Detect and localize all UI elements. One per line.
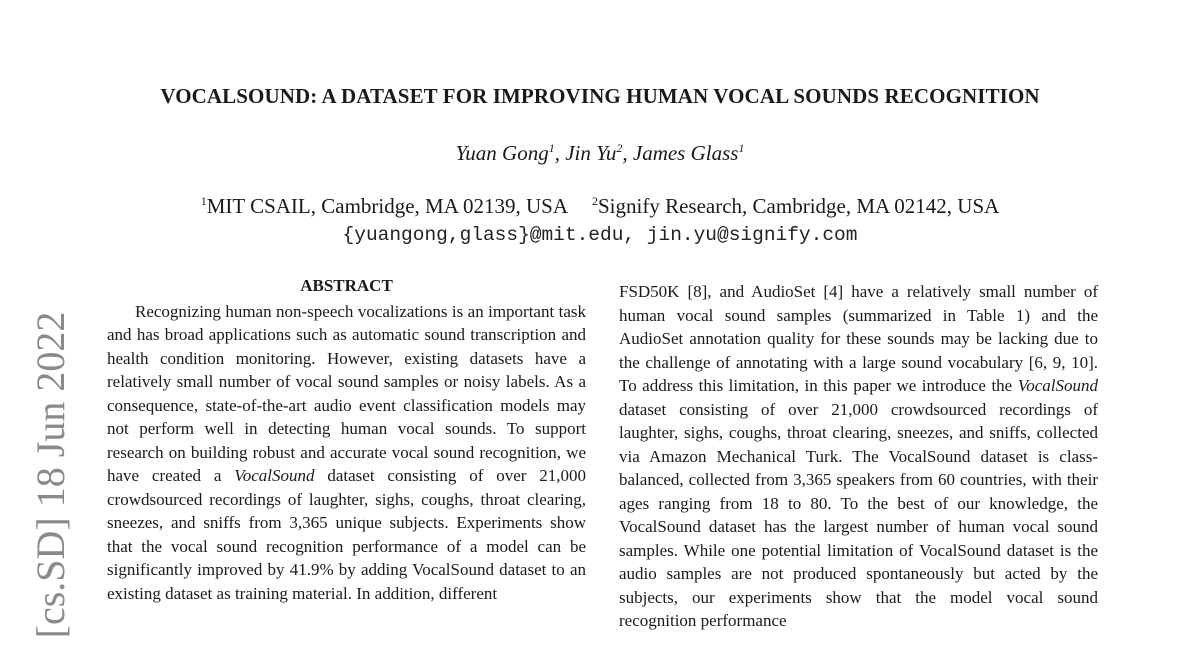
author-name: Yuan Gong — [455, 141, 549, 165]
abstract-text-part: dataset consisting of over 21,000 crowdsourced recordings of laughter, sighs, coughs, throat clearing, sneezes, and sniffs from 3,365 unique subjects. Experiments show that the vocal sound recognition performance of a model can be significantly improved by 41.9% by adding VocalSound dataset to an existing dataset as training material. In addition, different — [107, 466, 586, 603]
intro-text-part: dataset consisting of over 21,000 crowdsourced recordings of laughter, sighs, coughs, throat clearing, sneezes, and sniffs, collected via Amazon Mechanical Turk. The VocalSound dataset is class-balanced, collected from 3,365 speakers from 60 countries, with their ages ranging from 18 to 80. To the best of our knowledge, the VocalSound dataset has the largest number of human vocal sound samples. While one potential limitation of VocalSound dataset is the audio samples are not produced spontaneously but acted by the subjects, our experiments show that the model vocal sound recognition performance — [619, 399, 1098, 630]
author-name: Jin Yu — [565, 141, 617, 165]
abstract-dataset-name: VocalSound — [234, 466, 315, 485]
author-name: James Glass — [632, 141, 739, 165]
abstract-paragraph — [107, 300, 586, 606]
abstract-text-part: Recognizing human non-speech vocalizations is an important task and has broad applications such as automatic sound transcription and health condition monitoring. However, existing datasets have a relatively small number of vocal sound samples or noisy labels. As a consequence, state-of-the-art audio event classification models may not perform well in detecting human vocal sounds. To support research on building robust and accurate vocal sound recognition, we have created a — [107, 301, 586, 485]
intro-paragraph — [619, 280, 1098, 633]
affiliation-number: 1 — [200, 194, 207, 208]
author-emails: {yuangong,glass}@mit.edu, jin.yu@signify.com — [342, 224, 858, 246]
intro-text-part: FSD50K [8], and AudioSet [4] have a relatively small number of human vocal sound samples (summarized in Table 1) and the AudioSet annotation quality for these sounds may be lacking due to the challenge of annotating with a large sound vocabulary [6, 9, 10]. To address this limitation, in this paper we introduce the — [619, 282, 1098, 395]
author-affiliation-mark: 2 — [616, 141, 623, 155]
affiliation-text: Signify Research, Cambridge, MA 02142, USA — [598, 194, 1000, 218]
author-separator: , — [622, 141, 633, 165]
affiliation-line — [0, 194, 1200, 219]
affiliation-text: MIT CSAIL, Cambridge, MA 02139, USA — [206, 194, 568, 218]
intro-dataset-name: VocalSound — [1017, 376, 1098, 395]
author-affiliation-mark: 1 — [738, 141, 745, 155]
paper-title: VOCALSOUND: A DATASET FOR IMPROVING HUMAN VOCAL SOUNDS RECOGNITION — [160, 84, 1040, 108]
abstract-heading: ABSTRACT — [300, 276, 393, 295]
arxiv-side-stamp: [cs.SD] 18 Jun 2022 — [28, 311, 73, 639]
author-affiliation-mark: 1 — [548, 141, 555, 155]
author-separator: , — [554, 141, 566, 165]
intro-column — [619, 280, 1098, 633]
author-list — [0, 141, 1200, 166]
affiliation-number: 2 — [592, 194, 598, 208]
abstract-column — [107, 276, 586, 605]
